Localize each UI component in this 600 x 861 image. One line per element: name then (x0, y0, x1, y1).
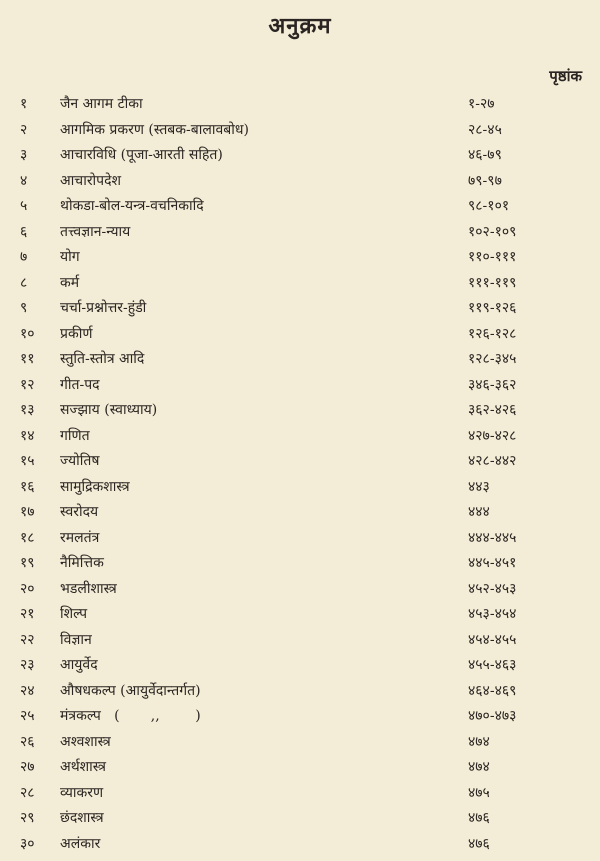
entry-number: ४ (20, 172, 28, 189)
entry-number: १७ (20, 504, 35, 520)
entry-number: १० (20, 325, 35, 342)
entry-pages: ४५५-४६३ (468, 657, 517, 673)
entry-number: ८ (20, 274, 28, 291)
toc-row (0, 730, 600, 756)
page-title: अनुक्रम (268, 13, 332, 39)
entry-label: जैन आगम टीका (60, 96, 143, 112)
entry-label: प्रकीर्ण (60, 325, 93, 342)
entry-number: १४ (20, 427, 35, 444)
toc-row (0, 551, 600, 577)
entry-number: २० (20, 580, 35, 597)
entry-pages: ४४४ (468, 504, 490, 520)
toc-row (0, 449, 600, 475)
entry-pages: ४५४-४५५ (468, 631, 517, 648)
entry-pages: ७९-९७ (468, 172, 502, 189)
entry-number: ७ (20, 249, 28, 265)
entry-label: छंदशास्त्र (60, 810, 104, 826)
toc-row (0, 271, 600, 297)
toc-row (0, 143, 600, 169)
toc-row (0, 628, 600, 654)
entry-number: २ (20, 121, 28, 138)
entry-label: स्तुति-स्तोत्र आदि (60, 351, 145, 367)
entry-label: स्वरोदय (60, 504, 99, 520)
entry-number: २६ (20, 733, 35, 750)
toc-list (0, 92, 600, 857)
entry-label: आयुर्वेद (60, 657, 98, 673)
entry-pages: ४७६ (468, 810, 490, 826)
pages-column-header: पृष्ठांक (549, 67, 582, 85)
toc-row (0, 373, 600, 399)
toc-row (0, 781, 600, 807)
entry-label: मंत्रकल्प ( ,, ) (60, 708, 201, 724)
entry-number: ५ (20, 198, 28, 214)
entry-pages: ४७०-४७३ (468, 708, 517, 724)
entry-label: तत्त्वज्ञान-न्याय (60, 223, 131, 240)
entry-pages: ४४३ (468, 478, 490, 495)
entry-label: सज्झाय (स्वाध्याय) (60, 402, 158, 418)
entry-pages: १२८-३४५ (468, 351, 517, 367)
entry-pages: ४२७-४२८ (468, 427, 517, 444)
entry-pages: १११-११९ (468, 274, 517, 291)
toc-row (0, 245, 600, 271)
entry-pages: ११९-१२६ (468, 300, 517, 316)
entry-label: औषधकल्प (आयुर्वेदान्तर्गत) (60, 682, 201, 699)
entry-label: गणित (60, 427, 90, 444)
entry-pages: १०२-१०९ (468, 223, 517, 240)
entry-label: ज्योतिष (60, 453, 100, 469)
entry-number: १२ (20, 376, 35, 393)
toc-row (0, 679, 600, 705)
entry-pages: ४७६ (468, 835, 490, 852)
entry-pages: ४४५-४५१ (468, 555, 517, 571)
entry-pages: ४५३-४५४ (468, 606, 517, 622)
entry-pages: ४७४ (468, 759, 490, 775)
toc-row (0, 577, 600, 603)
entry-number: २९ (20, 810, 35, 826)
entry-number: १ (20, 96, 28, 112)
entry-number: १३ (20, 402, 35, 418)
entry-number: ३० (20, 835, 35, 852)
entry-number: २७ (20, 759, 35, 775)
entry-label: नैमित्तिक (60, 555, 104, 571)
toc-row (0, 602, 600, 628)
entry-label: शिल्प (60, 606, 88, 622)
toc-row (0, 653, 600, 679)
entry-label: आगमिक प्रकरण (स्तबक-बालावबोध) (60, 121, 249, 138)
entry-number: १९ (20, 555, 35, 571)
entry-pages: ४६४-४६९ (468, 682, 517, 699)
entry-label: आचारोपदेश (60, 172, 122, 189)
entry-number: २८ (20, 784, 35, 801)
entry-number: १५ (20, 453, 35, 469)
entry-number: १६ (20, 478, 35, 495)
entry-pages: ४४४-४४५ (468, 529, 517, 546)
entry-pages: ४५२-४५३ (468, 580, 517, 597)
toc-row (0, 424, 600, 450)
entry-pages: ३४६-३६२ (468, 376, 517, 393)
toc-row (0, 500, 600, 526)
entry-label: गीत-पद (60, 376, 100, 393)
entry-number: २२ (20, 631, 35, 648)
toc-row (0, 322, 600, 348)
entry-pages: ९८-१०१ (468, 198, 510, 214)
toc-row (0, 194, 600, 220)
entry-pages: २८-४५ (468, 121, 502, 138)
toc-row (0, 92, 600, 118)
entry-label: चर्चा-प्रश्नोत्तर-हुंडी (60, 300, 147, 316)
entry-number: ६ (20, 223, 28, 240)
toc-row (0, 475, 600, 501)
entry-label: विज्ञान (60, 631, 92, 648)
entry-pages: १-२७ (468, 96, 495, 112)
entry-label: भडलीशास्त्र (60, 580, 117, 597)
toc-row (0, 296, 600, 322)
toc-row (0, 526, 600, 552)
toc-row (0, 755, 600, 781)
entry-pages: १२६-१२८ (468, 325, 517, 342)
entry-label: अश्वशास्त्र (60, 733, 111, 750)
entry-number: ११ (20, 351, 35, 367)
entry-number: २४ (20, 682, 35, 699)
entry-pages: ४७५ (468, 784, 490, 801)
entry-number: २५ (20, 708, 35, 724)
entry-pages: ४७४ (468, 733, 490, 750)
entry-label: कर्म (60, 274, 80, 291)
entry-number: २३ (20, 657, 35, 673)
entry-number: ९ (20, 300, 28, 316)
toc-row (0, 347, 600, 373)
toc-row (0, 169, 600, 195)
toc-row (0, 832, 600, 858)
toc-row (0, 704, 600, 730)
entry-label: अर्थशास्त्र (60, 759, 106, 775)
entry-label: थोकडा-बोल-यन्त्र-वचनिकादि (60, 198, 204, 214)
entry-label: रमलतंत्र (60, 529, 100, 546)
toc-row (0, 118, 600, 144)
entry-pages: ४२८-४४२ (468, 453, 517, 469)
entry-number: २१ (20, 606, 35, 622)
entry-number: ३ (20, 147, 28, 163)
entry-number: १८ (20, 529, 35, 546)
entry-pages: ११०-१११ (468, 249, 517, 265)
toc-row (0, 806, 600, 832)
entry-label: सामुद्रिकशास्त्र (60, 478, 130, 495)
entry-label: योग (60, 249, 80, 265)
toc-row (0, 220, 600, 246)
entry-pages: ३६२-४२६ (468, 402, 517, 418)
entry-label: आचारविधि (पूजा-आरती सहित) (60, 147, 223, 163)
entry-pages: ४६-७९ (468, 147, 502, 163)
entry-label: व्याकरण (60, 784, 104, 801)
entry-label: अलंकार (60, 835, 101, 852)
toc-row (0, 398, 600, 424)
